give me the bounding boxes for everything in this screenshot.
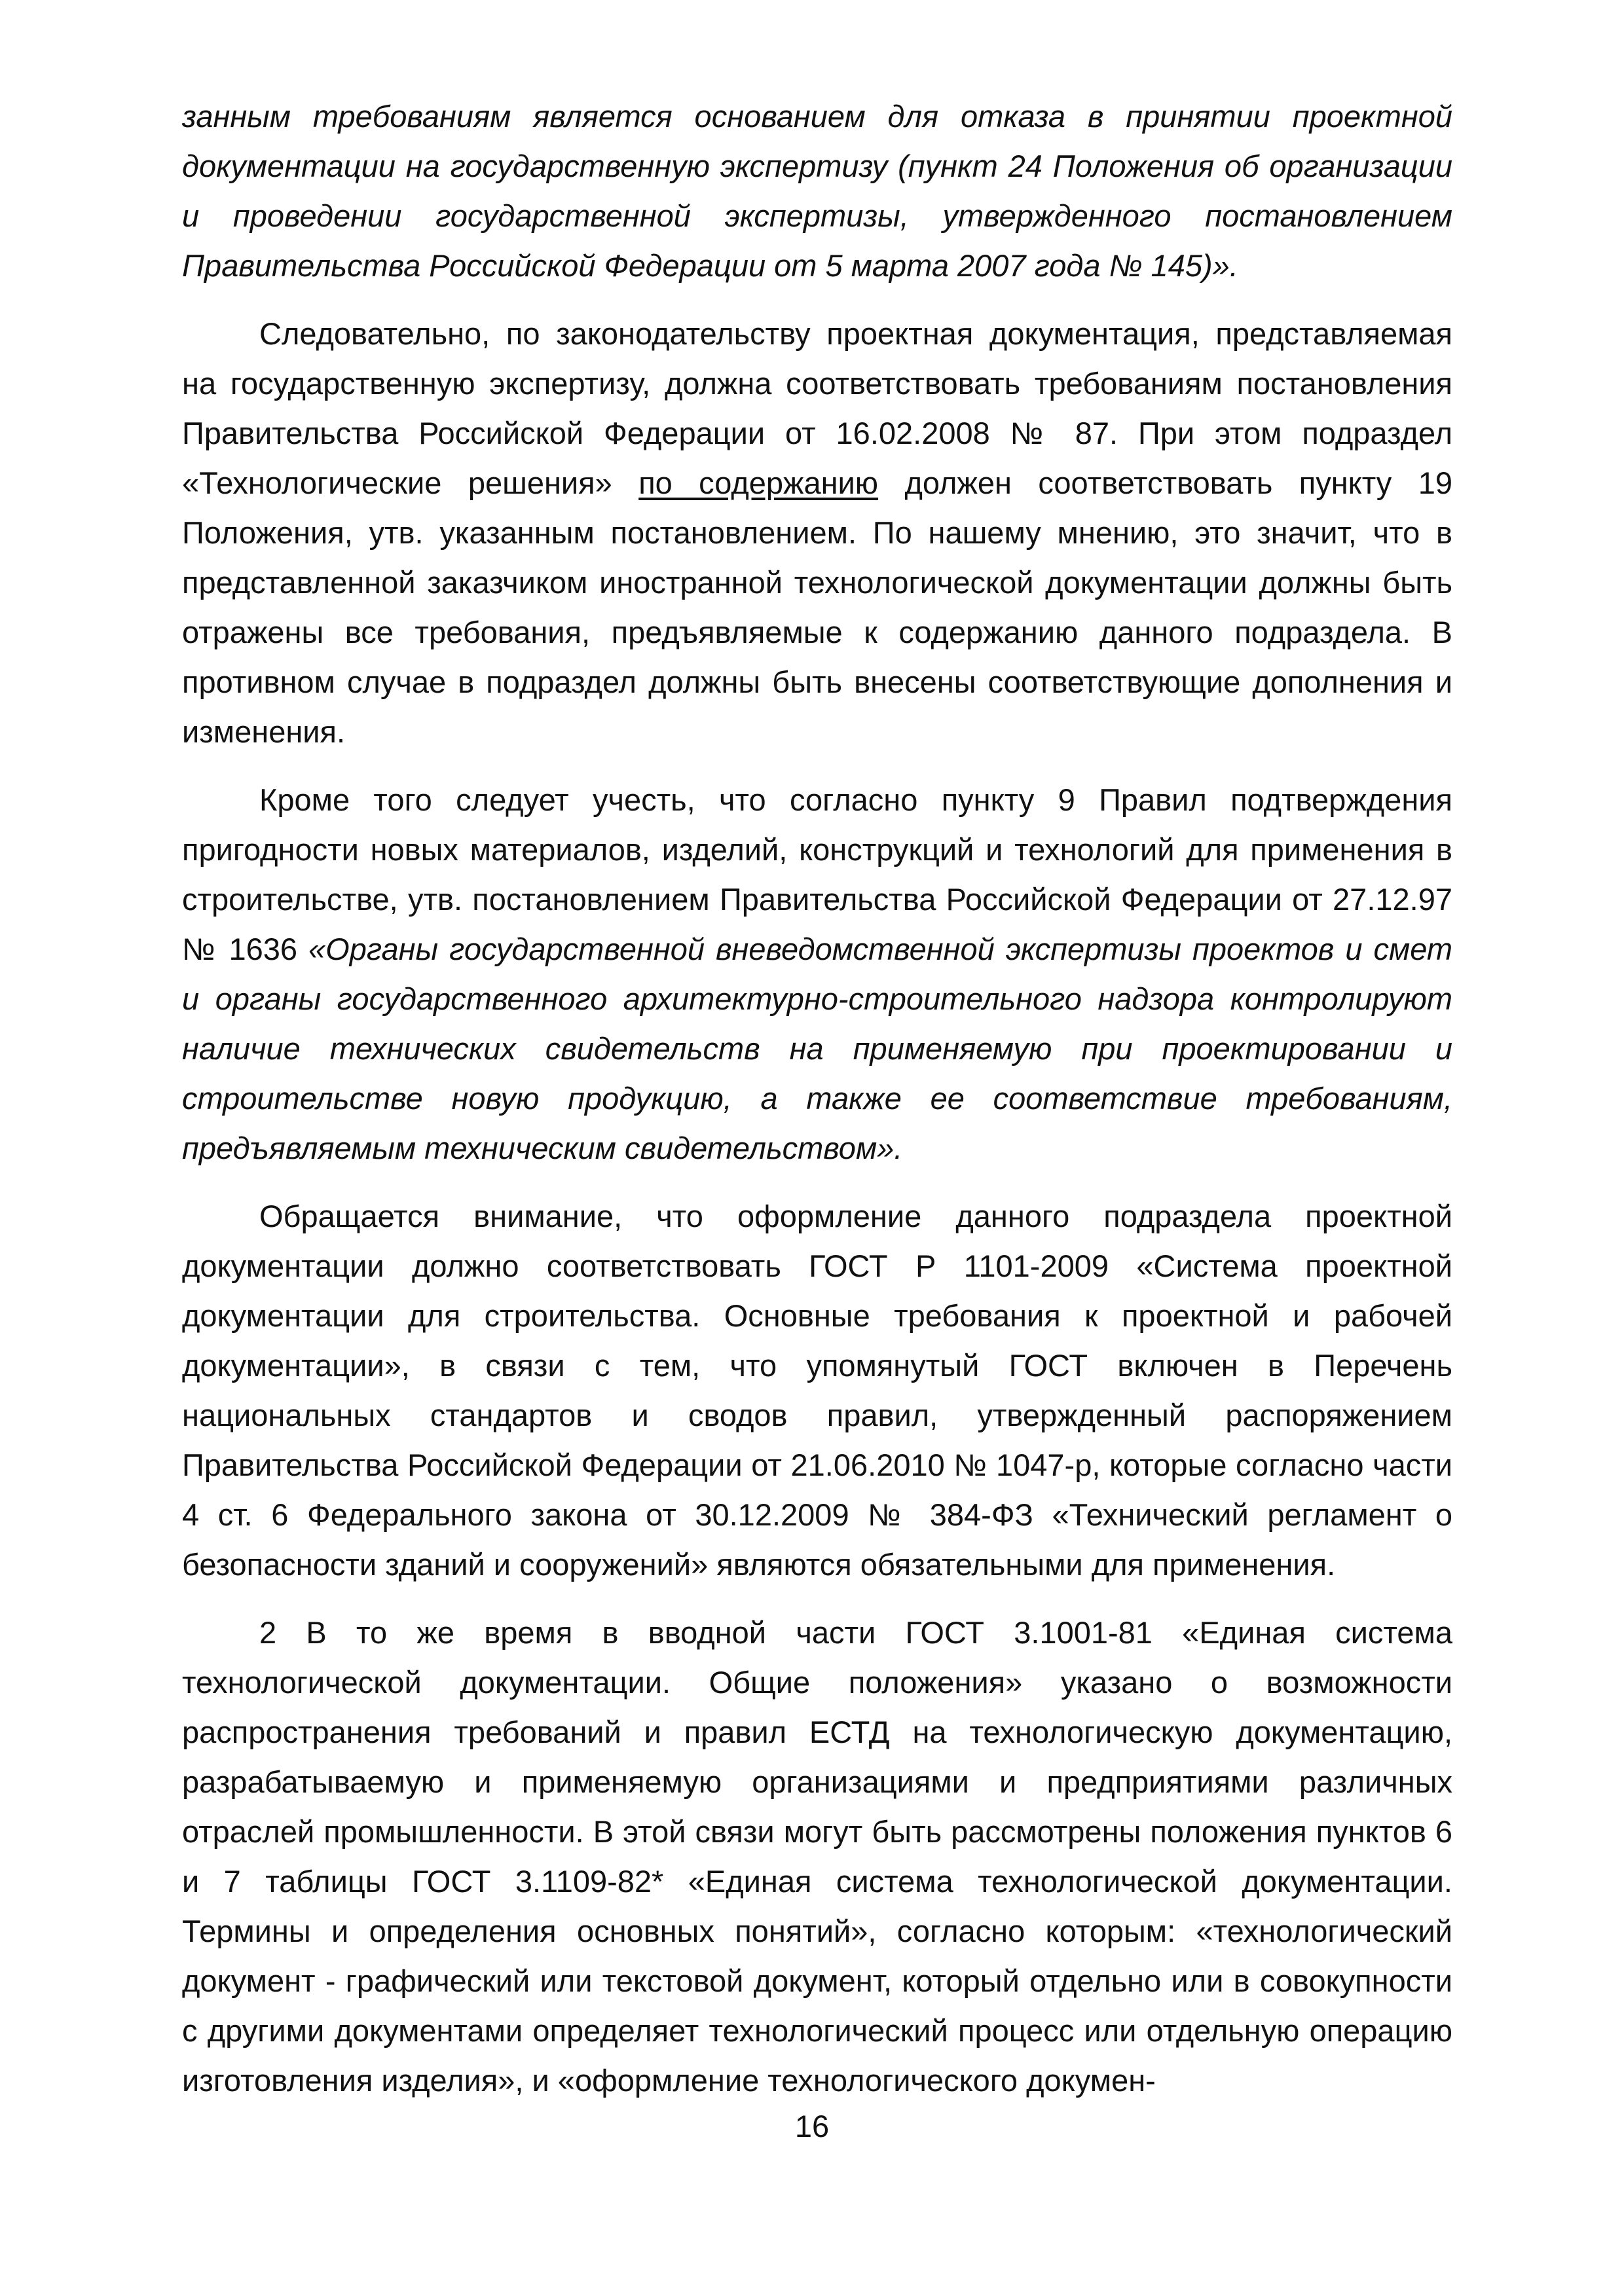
- text-segment: занным требованиям является основанием для отказа в принятии проектной документации на государственную экспертизу (пункт 24 Положения об организации и проведении государственной экспертизы, утвержденного постановлением Правительства Российской Федерации от 5 марта 2007 года № 145)».: [182, 99, 1452, 283]
- text-segment: Кроме того следует учесть, что согласно пункту 9 Правил подтверждения пригодности новых материалов, изделий, конструкций и технологий для применения в строительстве, утв. постановлением Правительства Российской Федерации от 27.12.97 № 1636: [182, 782, 1452, 966]
- text-segment: Следовательно, по законодательству проектная документация, представляемая на государственную экспертизу, должна соответствовать требованиям постановления Правительства Российской Федерации от 16.02.2008 № 87. При этом подраздел «Технологические решения»: [182, 316, 1452, 500]
- paragraph-continuation: [182, 92, 1452, 291]
- paragraph-rules: [182, 775, 1452, 1173]
- text-segment: 2 В то же время в вводной части ГОСТ 3.1001-81 «Единая система технологической документации. Общие положения» указано о возможности распространения требований и правил ЕСТД на технологическую документацию, разрабатываемую и применяемую организациями и предприятиями различных отраслей промышленности. В этой связи могут быть рассмотрены положения пунктов 6 и 7 таблицы ГОСТ 3.1109-82* «Единая система технологической документации. Термины и определения основных понятий», согласно которым: «технологический документ - графический или текстовой документ, который отдельно или в совокупности с другими документами определяет технологический процесс или отдельную операцию изготовления изделия», и «оформление технологического докумен-: [182, 1615, 1452, 2098]
- paragraph-gost: [182, 1192, 1452, 1590]
- text-segment: должен соответствовать пункту 19 Положения, утв. указанным постановлением. По нашему мнению, это значит, что в представленной заказчиком иностранной технологической документации должны быть отражены все требования, предъявляемые к содержанию данного подраздела. В противном случае в подраздел должны быть внесены соответствующие дополнения и изменения.: [182, 465, 1452, 749]
- document-body: [182, 92, 1452, 2124]
- underlined-text: по содержанию: [638, 465, 879, 500]
- page-number: 16: [794, 2109, 830, 2143]
- quoted-text: «Органы государственной вневедомственной экспертизы проектов и смет и органы государственного архитектурно-строительного надзора контролируют наличие технических свидетельств на применяемую при проектировании и строительстве новую продукцию, а также ее соответствие требованиям, предъявляемым техническим свидетельством».: [182, 932, 1452, 1165]
- paragraph-estd: [182, 1608, 1452, 2105]
- text-segment: Обращается внимание, что оформление данного подраздела проектной документации должно соответствовать ГОСТ Р 1101-2009 «Система проектной документации для строительства. Основные требования к проектной и рабочей документации», в связи с тем, что упомянутый ГОСТ включен в Перечень национальных стандартов и сводов правил, утвержденный распоряжением Правительства Российской Федерации от 21.06.2010 № 1047-р, которые согласно части 4 ст. 6 Федерального закона от 30.12.2009 № 384-ФЗ «Технический регламент о безопасности зданий и сооружений» являются обязательными для применения.: [182, 1199, 1452, 1582]
- paragraph-legislation: [182, 309, 1452, 757]
